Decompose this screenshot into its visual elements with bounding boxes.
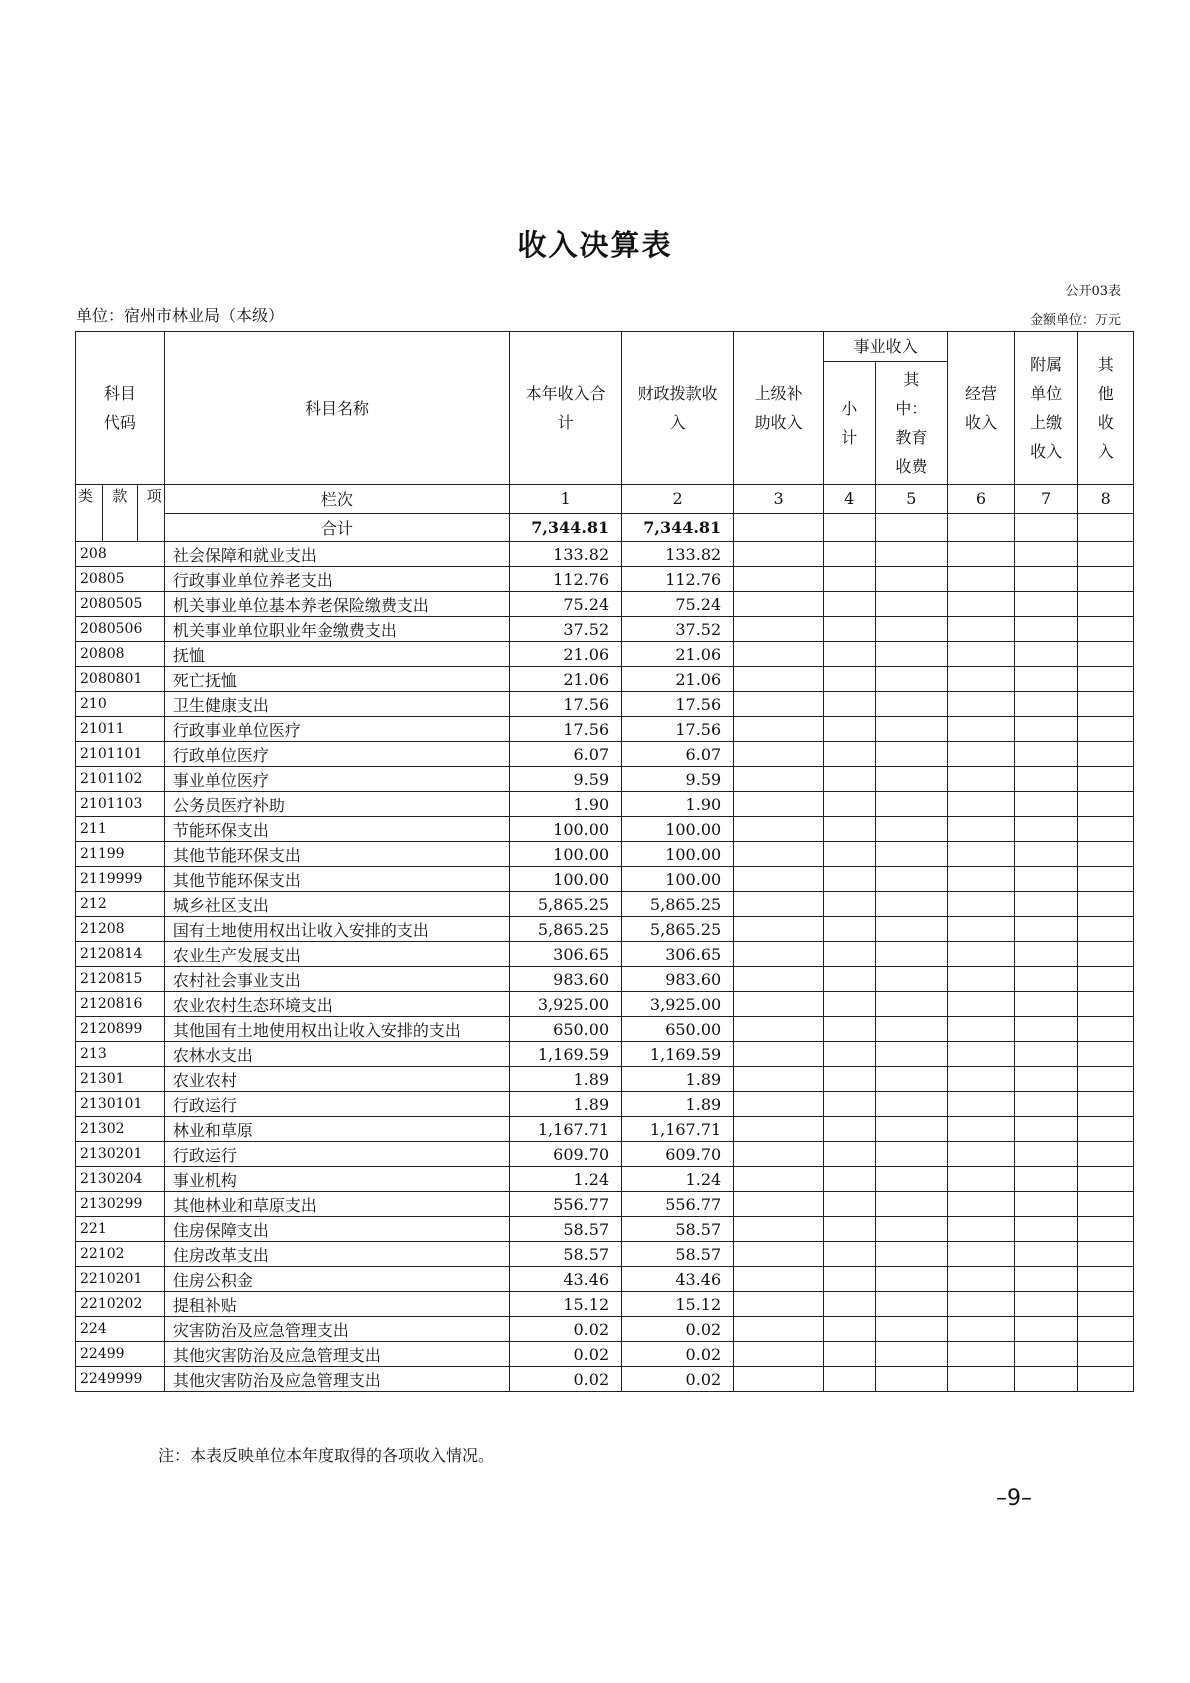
lanci-4: 4	[824, 485, 875, 514]
row-code: 2210202	[76, 1292, 165, 1317]
footnote: 注：本表反映单位本年度取得的各项收入情况。	[158, 1446, 495, 1465]
row-code: 2249999	[76, 1367, 165, 1392]
row-col1: 17.56	[510, 692, 622, 717]
row-col1: 0.02	[510, 1367, 622, 1392]
row-code: 21302	[76, 1117, 165, 1142]
row-code: 2130204	[76, 1167, 165, 1192]
row-name: 住房保障支出	[164, 1217, 509, 1242]
row-name: 其他节能环保支出	[164, 867, 509, 892]
row-code: 21011	[76, 717, 165, 742]
header-col6: 经营收入	[948, 332, 1015, 485]
row-name: 社会保障和就业支出	[164, 542, 509, 567]
table-row	[76, 617, 1134, 642]
row-col2: 1.24	[622, 1167, 734, 1192]
row-name: 其他国有土地使用权出让收入安排的支出	[164, 1017, 509, 1042]
row-name: 农村社会事业支出	[164, 967, 509, 992]
row-col1: 650.00	[510, 1017, 622, 1042]
header-xiang: 项	[146, 487, 162, 505]
row-col1: 58.57	[510, 1242, 622, 1267]
row-code: 20805	[76, 567, 165, 592]
row-name: 行政事业单位养老支出	[164, 567, 509, 592]
row-code: 2210201	[76, 1267, 165, 1292]
row-name: 行政事业单位医疗	[164, 717, 509, 742]
row-code: 212	[76, 892, 165, 917]
row-col2: 1.89	[622, 1092, 734, 1117]
total-col1: 7,344.81	[510, 513, 622, 542]
row-code: 22102	[76, 1242, 165, 1267]
table-body	[76, 542, 1134, 1392]
row-col2: 5,865.25	[622, 917, 734, 942]
table-row	[76, 1367, 1134, 1392]
row-col1: 1.24	[510, 1167, 622, 1192]
row-col2: 983.60	[622, 967, 734, 992]
table-row	[76, 942, 1134, 967]
row-col1: 133.82	[510, 542, 622, 567]
table-row	[76, 1242, 1134, 1267]
table-row	[76, 692, 1134, 717]
row-col1: 1.89	[510, 1092, 622, 1117]
table-row	[76, 1142, 1134, 1167]
row-col2: 21.06	[622, 642, 734, 667]
row-col2: 5,865.25	[622, 892, 734, 917]
row-col1: 43.46	[510, 1267, 622, 1292]
row-col2: 556.77	[622, 1192, 734, 1217]
header-shiye: 事业收入	[824, 332, 948, 362]
header-lanci: 栏次	[164, 485, 509, 514]
row-name: 卫生健康支出	[164, 692, 509, 717]
row-name: 其他节能环保支出	[164, 842, 509, 867]
row-col2: 650.00	[622, 1017, 734, 1042]
row-name: 农林水支出	[164, 1042, 509, 1067]
row-name: 节能环保支出	[164, 817, 509, 842]
row-col1: 75.24	[510, 592, 622, 617]
row-col2: 37.52	[622, 617, 734, 642]
row-name: 行政单位医疗	[164, 742, 509, 767]
row-col2: 112.76	[622, 567, 734, 592]
row-code: 21301	[76, 1067, 165, 1092]
row-col1: 0.02	[510, 1342, 622, 1367]
table-row	[76, 1292, 1134, 1317]
row-name: 其他灾害防治及应急管理支出	[164, 1367, 509, 1392]
row-code: 21208	[76, 917, 165, 942]
page-title: 收入决算表	[517, 228, 673, 262]
row-col1: 1,167.71	[510, 1117, 622, 1142]
lanci-2: 2	[622, 485, 734, 514]
header-col4: 小计	[824, 362, 875, 485]
row-name: 公务员医疗补助	[164, 792, 509, 817]
row-code: 2130101	[76, 1092, 165, 1117]
row-name: 机关事业单位职业年金缴费支出	[164, 617, 509, 642]
lanci-7: 7	[1014, 485, 1078, 514]
row-col2: 21.06	[622, 667, 734, 692]
row-col2: 58.57	[622, 1242, 734, 1267]
row-code: 2080505	[76, 592, 165, 617]
row-code: 2130201	[76, 1142, 165, 1167]
row-col1: 6.07	[510, 742, 622, 767]
table-row	[76, 1067, 1134, 1092]
lanci-8: 8	[1078, 485, 1134, 514]
table-row	[76, 1167, 1134, 1192]
row-code: 211	[76, 817, 165, 842]
row-col2: 306.65	[622, 942, 734, 967]
row-code: 2120899	[76, 1017, 165, 1042]
row-name: 林业和草原	[164, 1117, 509, 1142]
row-code: 2130299	[76, 1192, 165, 1217]
table-row	[76, 667, 1134, 692]
table-row	[76, 567, 1134, 592]
row-code: 2101101	[76, 742, 165, 767]
row-col2: 133.82	[622, 542, 734, 567]
row-name: 事业单位医疗	[164, 767, 509, 792]
row-code: 2080801	[76, 667, 165, 692]
row-col1: 1.89	[510, 1067, 622, 1092]
row-name: 农业农村	[164, 1067, 509, 1092]
header-kuan: 款	[112, 487, 128, 505]
row-name: 城乡社区支出	[164, 892, 509, 917]
row-col1: 306.65	[510, 942, 622, 967]
table-row	[76, 717, 1134, 742]
page-number: –9–	[996, 1486, 1032, 1511]
row-col2: 1,169.59	[622, 1042, 734, 1067]
table-row	[76, 1192, 1134, 1217]
header-code: 科目代码	[76, 332, 165, 485]
row-col1: 1,169.59	[510, 1042, 622, 1067]
row-name: 机关事业单位基本养老保险缴费支出	[164, 592, 509, 617]
row-name: 抚恤	[164, 642, 509, 667]
row-code: 2101102	[76, 767, 165, 792]
row-name: 灾害防治及应急管理支出	[164, 1317, 509, 1342]
row-col1: 15.12	[510, 1292, 622, 1317]
row-col2: 100.00	[622, 842, 734, 867]
row-code: 22499	[76, 1342, 165, 1367]
lanci-5: 5	[875, 485, 948, 514]
table-row	[76, 1042, 1134, 1067]
row-col2: 17.56	[622, 692, 734, 717]
row-col1: 983.60	[510, 967, 622, 992]
row-col1: 9.59	[510, 767, 622, 792]
table-row	[76, 1117, 1134, 1142]
header-col7: 附属单位上缴收入	[1014, 332, 1078, 485]
header-col5: 其中：教育收费	[875, 362, 948, 485]
form-number: 公开03表	[1065, 284, 1121, 299]
table-row	[76, 892, 1134, 917]
row-col1: 0.02	[510, 1317, 622, 1342]
table-row	[76, 867, 1134, 892]
row-col2: 75.24	[622, 592, 734, 617]
row-name: 农业生产发展支出	[164, 942, 509, 967]
row-col2: 58.57	[622, 1217, 734, 1242]
row-col2: 1.89	[622, 1067, 734, 1092]
row-name: 行政运行	[164, 1142, 509, 1167]
row-col2: 1,167.71	[622, 1117, 734, 1142]
row-col1: 100.00	[510, 817, 622, 842]
table-row	[76, 842, 1134, 867]
row-name: 行政运行	[164, 1092, 509, 1117]
row-col2: 43.46	[622, 1267, 734, 1292]
table-row	[76, 992, 1134, 1017]
row-col2: 0.02	[622, 1342, 734, 1367]
row-col1: 609.70	[510, 1142, 622, 1167]
row-col1: 5,865.25	[510, 892, 622, 917]
row-col1: 21.06	[510, 642, 622, 667]
row-code: 2120816	[76, 992, 165, 1017]
row-col2: 17.56	[622, 717, 734, 742]
row-col2: 0.02	[622, 1367, 734, 1392]
row-col2: 609.70	[622, 1142, 734, 1167]
table-row	[76, 1092, 1134, 1117]
header-col2: 财政拨款收入	[622, 332, 734, 485]
row-col2: 100.00	[622, 817, 734, 842]
total-label: 合计	[164, 513, 509, 542]
table-row	[76, 1342, 1134, 1367]
row-col1: 100.00	[510, 842, 622, 867]
row-code: 213	[76, 1042, 165, 1067]
table-row	[76, 792, 1134, 817]
row-col1: 100.00	[510, 867, 622, 892]
table-row	[76, 1267, 1134, 1292]
row-col1: 112.76	[510, 567, 622, 592]
row-col1: 1.90	[510, 792, 622, 817]
table-row	[76, 767, 1134, 792]
row-name: 其他灾害防治及应急管理支出	[164, 1342, 509, 1367]
income-table	[75, 331, 1134, 1392]
unit-label: 单位：宿州市林业局（本级）	[76, 306, 285, 325]
row-col2: 6.07	[622, 742, 734, 767]
row-code: 2101103	[76, 792, 165, 817]
row-name: 其他林业和草原支出	[164, 1192, 509, 1217]
table-row	[76, 917, 1134, 942]
header-col1: 本年收入合计	[510, 332, 622, 485]
row-code: 20808	[76, 642, 165, 667]
row-code: 2120814	[76, 942, 165, 967]
row-col2: 15.12	[622, 1292, 734, 1317]
row-col1: 5,865.25	[510, 917, 622, 942]
row-col1: 17.56	[510, 717, 622, 742]
table-row	[76, 742, 1134, 767]
lanci-1: 1	[510, 485, 622, 514]
row-col1: 556.77	[510, 1192, 622, 1217]
table-row	[76, 1317, 1134, 1342]
row-name: 农业农村生态环境支出	[164, 992, 509, 1017]
row-col2: 1.90	[622, 792, 734, 817]
row-name: 事业机构	[164, 1167, 509, 1192]
row-code: 224	[76, 1317, 165, 1342]
table-row	[76, 592, 1134, 617]
header-name: 科目名称	[164, 332, 509, 485]
row-col1: 37.52	[510, 617, 622, 642]
row-name: 提租补贴	[164, 1292, 509, 1317]
header-lei: 类	[78, 487, 94, 505]
header-col3: 上级补助收入	[734, 332, 824, 485]
row-col1: 3,925.00	[510, 992, 622, 1017]
row-name: 死亡抚恤	[164, 667, 509, 692]
row-col1: 58.57	[510, 1217, 622, 1242]
row-code: 2080506	[76, 617, 165, 642]
row-col1: 21.06	[510, 667, 622, 692]
table-row	[76, 1217, 1134, 1242]
total-col2: 7,344.81	[622, 513, 734, 542]
row-code: 221	[76, 1217, 165, 1242]
header-col8: 其他收入	[1078, 332, 1134, 485]
header-category-cells	[76, 485, 165, 542]
table-row	[76, 817, 1134, 842]
row-name: 住房公积金	[164, 1267, 509, 1292]
table-row	[76, 967, 1134, 992]
table-row	[76, 642, 1134, 667]
row-code: 2120815	[76, 967, 165, 992]
row-name: 住房改革支出	[164, 1242, 509, 1267]
row-col2: 9.59	[622, 767, 734, 792]
row-name: 国有土地使用权出让收入安排的支出	[164, 917, 509, 942]
row-code: 208	[76, 542, 165, 567]
row-code: 21199	[76, 842, 165, 867]
row-col2: 0.02	[622, 1317, 734, 1342]
row-code: 210	[76, 692, 165, 717]
table-row	[76, 542, 1134, 567]
row-col2: 3,925.00	[622, 992, 734, 1017]
lanci-6: 6	[948, 485, 1015, 514]
row-code: 2119999	[76, 867, 165, 892]
row-col2: 100.00	[622, 867, 734, 892]
lanci-3: 3	[734, 485, 824, 514]
table-row	[76, 1017, 1134, 1042]
money-unit-label: 金额单位：万元	[1029, 313, 1121, 328]
